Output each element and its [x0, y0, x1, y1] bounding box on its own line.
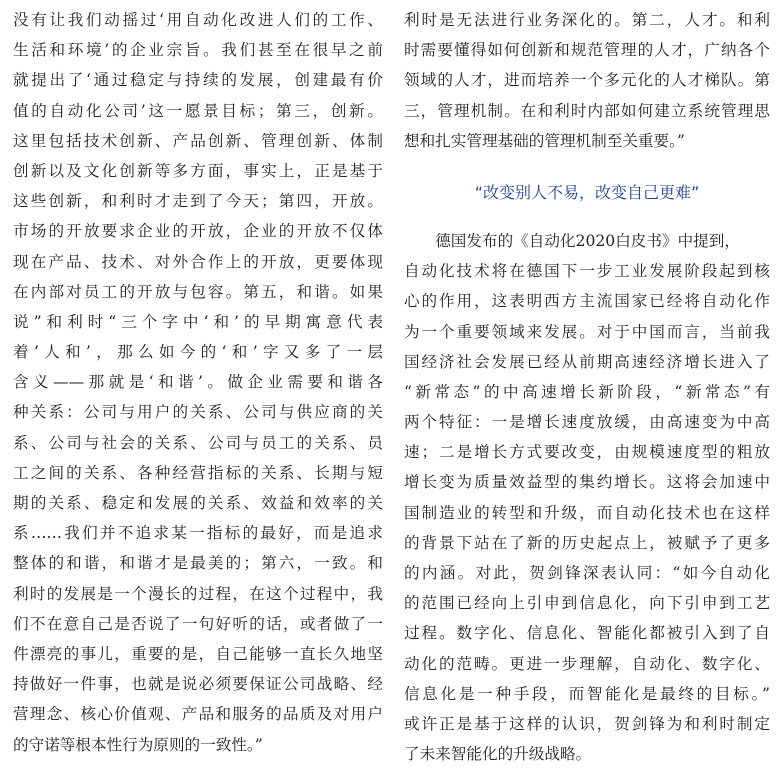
text-line: 说”和利时“三个字中‘和’的早期寓意代表 [13, 312, 383, 331]
text-line: 着‘人和’，那么如今的‘和’字又多了一层 [13, 343, 383, 362]
text-line: 种关系：公司与用户的关系、公司与供应商的关 [13, 403, 383, 422]
text-line: 的内涵。对此，贺剑锋深表认同：“如今自动化 [404, 564, 770, 582]
right-column [404, 5, 770, 769]
text-line: 整体的和谐，和谐才是最美的；第六，一致。和 [13, 554, 383, 573]
text-line: 了未来智能化的升级战略。 [404, 745, 592, 764]
text-line: 们不在意自己是否说了一句好听的话，或者做了一 [13, 614, 383, 633]
text-line: 想和扎实管理基础的管理机制至关重要。” [404, 131, 685, 150]
text-line: 德国发布的《自动化2020白皮书》中提到， [435, 231, 740, 250]
text-line: 营理念、核心价值观、产品和服务的品质及对用户 [13, 705, 383, 724]
text-line: 在内部对员工的开放与包容。第五，和谐。如果 [13, 282, 383, 301]
text-line: 工之间的关系、各种经营指标的关系、长期与短 [13, 463, 383, 482]
text-line: 三，管理机制。在和利时内部如何建立系统管理思 [404, 101, 770, 120]
section-heading: “改变别人不易，改变自己更难” [474, 182, 700, 202]
text-line: 含义——那就是‘和谐’。做企业需要和谐各 [13, 373, 383, 392]
text-line: 系……我们并不追求某一指标的最好，而是追求 [13, 524, 383, 543]
text-line: 利时是无法进行业务深化的。第二，人才。和利 [404, 11, 770, 29]
text-line: 这里包括技术创新、产品创新、管理创新、体制 [13, 131, 383, 150]
text-line: 的守诺等根本性行为原则的一致性。” [13, 735, 263, 754]
text-line: 现在产品、技术、对外合作上的开放，更要体现 [13, 252, 383, 271]
text-line: 件漂亮的事儿，重要的是，自己能够一直长久地坚 [13, 644, 383, 663]
text-line: 国经济社会发展已经从前期高速经济增长进入了 [404, 352, 770, 371]
text-line: 动化的范畴。更进一步理解，自动化、数字化、 [404, 654, 770, 673]
text-line: 期的关系、稳定和发展的关系、效益和效率的关 [13, 494, 383, 512]
text-line: 增长变为质量效益型的集约增长。这将会加速中 [404, 473, 770, 492]
text-line: 速；二是增长方式要改变，由规模速度型的粗放 [404, 443, 770, 462]
text-line: 信息化是一种手段，而智能化是最终的目标。” [404, 684, 770, 703]
text-line: 两个特征：一是增长速度放缓，由高速变为中高 [404, 413, 770, 432]
text-line: 过程。数字化、信息化、智能化都被引入到了自 [404, 624, 770, 643]
text-line: 的背景下站在了新的历史起点上，被赋予了更多 [404, 533, 770, 552]
text-line: 的范围已经向上引申到信息化，向下引申到工艺 [404, 594, 770, 613]
text-line: 生活和环境’的企业宗旨。我们甚至在很早之前 [13, 41, 383, 60]
text-line: 系、公司与社会的关系、公司与员工的关系、员 [13, 433, 383, 452]
text-line: 心的作用，这表明西方主流国家已经将自动化作 [404, 292, 770, 311]
text-line: 值的自动化公司’这一愿景目标；第三，创新。 [13, 101, 383, 120]
text-line: 时需要懂得如何创新和规范管理的人才，广纳各个 [404, 41, 770, 60]
text-line: 国制造业的转型和升级，而自动化技术也在这样 [404, 503, 770, 522]
text-line: 创新以及文化创新等多方面，事实上，正是基于 [13, 161, 383, 180]
text-line: 持做好一件事，也就是说必须要保证公司战略、经 [13, 675, 383, 694]
text-line: 没有让我们动摇过‘用自动化改进人们的工作、 [13, 11, 383, 29]
text-line: 自动化技术将在德国下一步工业发展阶段起到核 [404, 262, 770, 281]
left-column [13, 5, 383, 760]
text-line: 或许正是基于这样的认识，贺剑锋为和利时制定 [404, 714, 770, 733]
text-line: 领域的人才，进而培养一个多元化的人才梯队。第 [404, 71, 770, 90]
text-line: 这些创新，和利时才走到了今天；第四，开放。 [13, 192, 383, 211]
text-line: 为一个重要领域来发展。对于中国而言，当前我 [404, 322, 770, 341]
text-line: 利时的发展是一个漫长的过程，在这个过程中，我 [13, 584, 383, 603]
text-line: 就提出了‘通过稳定与持续的发展，创建最有价 [13, 71, 383, 90]
text-line: 市场的开放要求企业的开放，企业的开放不仅体 [13, 222, 383, 241]
text-line: “新常态”的中高速增长新阶段，“新常态”有 [404, 382, 770, 401]
